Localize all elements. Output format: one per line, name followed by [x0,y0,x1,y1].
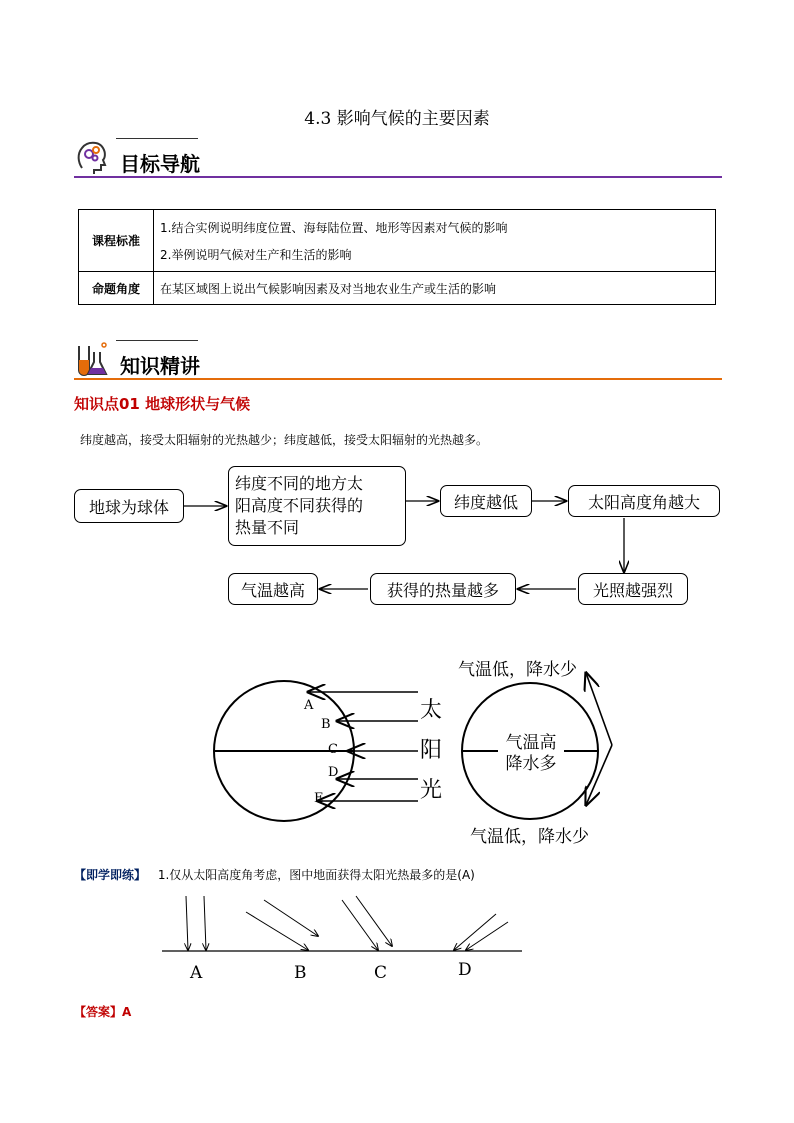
lab-flask-icon [74,340,110,378]
flow-box-higher-temp: 气温越高 [228,573,318,605]
answer-line [74,1003,131,1020]
standard-line-1: 1.结合实例说明纬度位置、海每陆位置、地形等因素对气候的影响 [160,220,508,235]
answer-tag: 【答案】 [74,1005,123,1019]
table-row [79,210,716,272]
section-header-goals [74,138,722,178]
practice-ray-diagram [150,888,530,988]
flow-line: 阳高度不同获得的 [235,496,364,515]
flow-box-earth-sphere: 地球为球体 [74,489,184,523]
globe-point-a: A [304,698,314,713]
standard-line-2: 2.举例说明气候对生产和生活的影响 [160,247,352,262]
climate-center-2: 降水多 [505,754,557,774]
section-title-knowledge: 知识精讲 [120,354,200,378]
row-content-angle: 在某区域图上说出气候影响因素及对当地农业生产或生活的影响 [154,272,716,305]
globe-point-d: D [328,765,339,780]
globe-diagram [200,645,630,855]
row-content-standard [154,210,716,272]
row-header-standard: 课程标准 [79,210,154,272]
practice-question-text: 1.仅从太阳高度角考虑，图中地面获得太阳光热最多的是(A) [157,868,475,882]
sun-label-3: 光 [420,778,443,803]
globe-point-e: E [314,791,324,806]
globe-point-c: C [328,742,338,757]
flow-box-stronger-light: 光照越强烈 [578,573,688,605]
sun-label-2: 阳 [420,738,443,763]
ground-label-a: A [190,963,203,983]
ground-label-b: B [294,963,307,983]
page-title: 4.3 影响气候的主要因素 [304,109,490,129]
knowledge-point-title: 知识点01 地球形状与气候 [74,395,251,413]
flow-box-higher-angle: 太阳高度角越大 [568,485,720,517]
answer-value: A [122,1005,132,1019]
standards-table [78,209,716,305]
section-title-goals: 目标导航 [120,152,200,176]
flow-box-different-heat [228,466,406,546]
row-header-angle: 命题角度 [79,272,154,305]
climate-bottom-text: 气温低，降水少 [470,827,589,847]
flow-box-lower-latitude: 纬度越低 [440,485,532,517]
climate-center-1: 气温高 [505,733,557,753]
section-header-knowledge [74,340,722,380]
ground-label-c: C [374,963,388,983]
flow-box-more-heat: 获得的热量越多 [370,573,516,605]
table-row [79,272,716,305]
sun-label-1: 太 [420,698,443,723]
globe-point-b: B [321,717,331,732]
flow-line: 热量不同 [235,518,300,537]
knowledge-lead-text: 纬度越高，接受太阳辐射的光热越少；纬度越低，接受太阳辐射的光热越多。 [80,433,489,447]
practice-tag: 【即学即练】 [74,868,147,882]
brain-gears-icon [74,138,110,174]
practice-question [74,866,475,883]
ground-label-d: D [458,960,472,980]
climate-top-text: 气温低，降水少 [458,660,577,680]
flow-line: 纬度不同的地方太 [235,474,364,493]
